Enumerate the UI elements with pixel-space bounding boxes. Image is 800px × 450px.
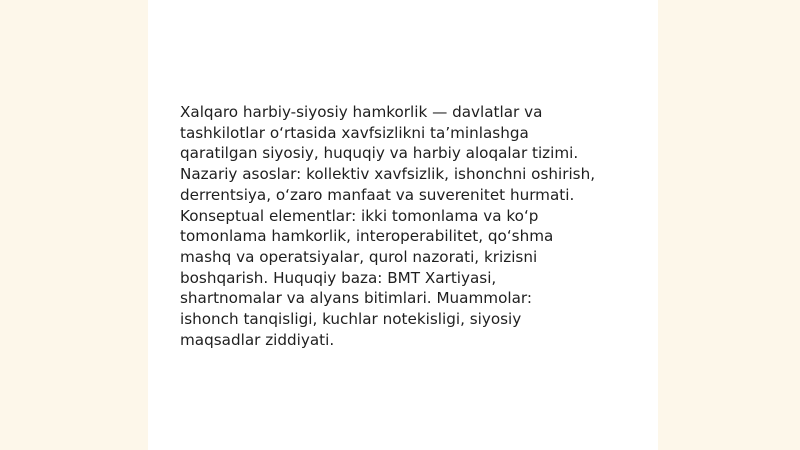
document-body-text: Xalqaro harbiy-siyosiy hamkorlik — davlatlar va tashkilotlar o‘rtasida xavfsizlikni ta’minlashga qaratilgan siyosiy, huquqiy va harbiy aloqalar tizimi. Nazariy asoslar: kollektiv xavfsizlik, ishonchni oshirish, derrentsiya, o‘zaro manfaat va suverenitet hurmati. Konseptual elementlar: ikki tomonlama va ko‘p tomonlama hamkorlik, interoperabilitet, qo‘shma mashq va operatsiyalar, qurol nazorati, krizisni boshqarish. Huquqiy baza: BMT Xartiyasi, shartnomalar va alyans bitimlari. Muammolar: ishonch tanqisligi, kuchlar notekisligi, siyosiy maqsadlar ziddiyati. [180,103,596,349]
document-page [148,0,658,450]
